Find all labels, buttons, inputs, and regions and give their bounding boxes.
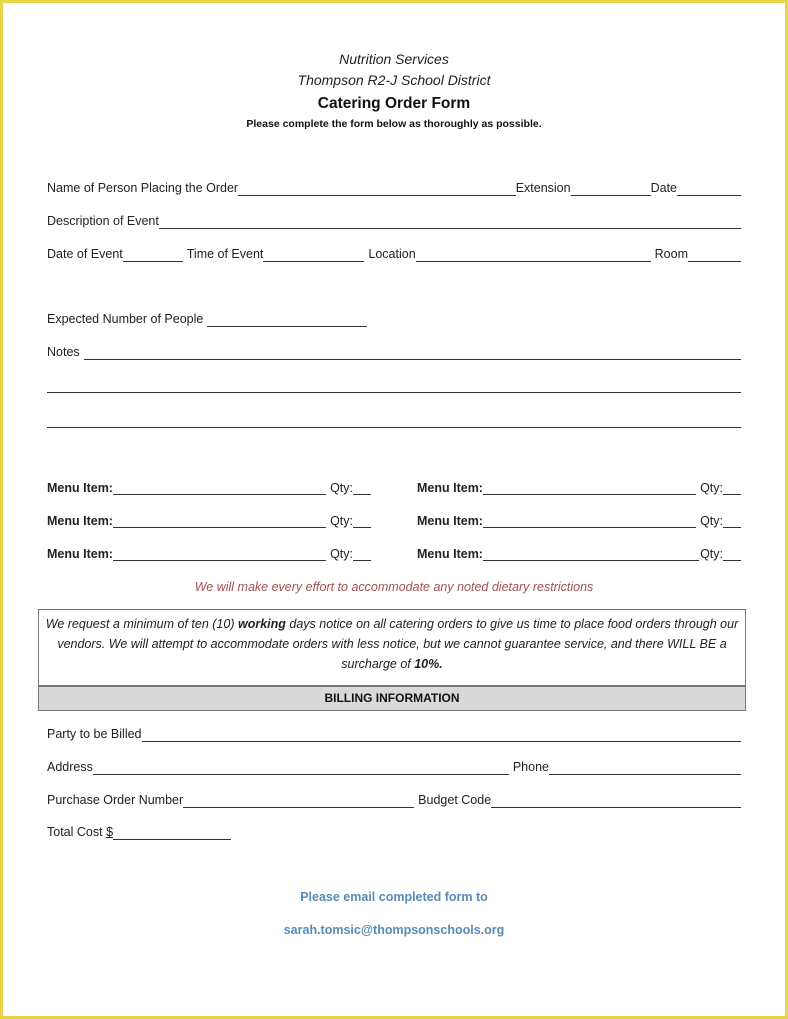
expected-row bbox=[47, 312, 741, 327]
menu-item-field[interactable] bbox=[113, 514, 326, 528]
po-field[interactable] bbox=[183, 794, 414, 808]
event-date-label: Date of Event bbox=[47, 247, 123, 261]
currency-symbol: $ bbox=[106, 825, 114, 839]
description-label: Description of Event bbox=[47, 214, 159, 228]
qty-field[interactable] bbox=[723, 547, 741, 561]
room-field[interactable] bbox=[688, 248, 741, 262]
qty-label: Qty: bbox=[700, 547, 723, 561]
billing-heading: BILLING INFORMATION bbox=[38, 686, 746, 711]
person-field[interactable] bbox=[238, 182, 516, 196]
notice-emphasis: working bbox=[237, 617, 286, 631]
qty-label: Qty: bbox=[330, 514, 353, 528]
qty-field[interactable] bbox=[723, 481, 741, 495]
event-details-row bbox=[47, 247, 741, 262]
room-label: Room bbox=[654, 247, 688, 261]
description-field[interactable] bbox=[159, 215, 741, 229]
address-row bbox=[47, 760, 741, 775]
menu-item-field[interactable] bbox=[483, 481, 696, 495]
menu-item-row bbox=[47, 514, 371, 528]
notice-text: days notice on all catering orders to give us time to place food orders through our vendors. We will attempt to accommodate orders with less notice, but we cannot guarantee service, and there WILL BE a surcharge of bbox=[57, 617, 739, 671]
email-link[interactable]: sarah.tomsic@thompsonschools.org bbox=[283, 923, 505, 937]
time-field[interactable] bbox=[263, 248, 364, 262]
qty-field[interactable] bbox=[353, 514, 371, 528]
qty-label: Qty: bbox=[330, 547, 353, 561]
notes-field[interactable] bbox=[84, 346, 741, 360]
location-field[interactable] bbox=[416, 248, 651, 262]
menu-item-label: Menu Item: bbox=[47, 514, 113, 528]
total-label: Total Cost bbox=[47, 825, 107, 839]
form-instructions: Please complete the form below as thoroughly as possible. bbox=[246, 118, 542, 130]
description-row bbox=[47, 214, 741, 229]
po-label: Purchase Order Number bbox=[47, 793, 184, 807]
extension-label: Extension bbox=[515, 181, 571, 195]
menu-item-row bbox=[47, 547, 371, 561]
time-label: Time of Event bbox=[186, 247, 264, 261]
party-label: Party to be Billed bbox=[47, 727, 142, 741]
date-field[interactable] bbox=[677, 182, 741, 196]
menu-item-label: Menu Item: bbox=[47, 481, 113, 495]
form-header bbox=[3, 49, 785, 130]
notes-line-2[interactable] bbox=[47, 392, 741, 393]
total-row bbox=[47, 825, 741, 840]
form-title: Catering Order Form bbox=[317, 95, 471, 112]
party-row bbox=[47, 727, 741, 742]
qty-label: Qty: bbox=[700, 514, 723, 528]
email-prompt: Please email completed form to bbox=[300, 890, 488, 904]
notes-label: Notes bbox=[47, 345, 80, 359]
qty-field[interactable] bbox=[353, 547, 371, 561]
department-name: Nutrition Services bbox=[339, 51, 449, 67]
menu-item-field[interactable] bbox=[483, 514, 696, 528]
address-label: Address bbox=[47, 760, 93, 774]
notice-surcharge: 10%. bbox=[414, 657, 443, 671]
person-row bbox=[47, 181, 741, 196]
qty-field[interactable] bbox=[353, 481, 371, 495]
date-label: Date bbox=[650, 181, 677, 195]
menu-item-field[interactable] bbox=[113, 481, 326, 495]
event-date-field[interactable] bbox=[123, 248, 183, 262]
menu-item-row bbox=[417, 514, 741, 528]
menu-item-row bbox=[417, 481, 741, 495]
menu-item-field[interactable] bbox=[483, 547, 699, 561]
person-label: Name of Person Placing the Order bbox=[47, 181, 239, 195]
total-field[interactable] bbox=[113, 826, 231, 840]
qty-label: Qty: bbox=[700, 481, 723, 495]
po-row bbox=[47, 793, 741, 808]
menu-item-field[interactable] bbox=[113, 547, 326, 561]
menu-item-label: Menu Item: bbox=[47, 547, 113, 561]
budget-field[interactable] bbox=[491, 794, 741, 808]
menu-item-row bbox=[47, 481, 371, 495]
menu-item-label: Menu Item: bbox=[417, 514, 483, 528]
menu-item-label: Menu Item: bbox=[417, 481, 483, 495]
phone-label: Phone bbox=[512, 760, 549, 774]
address-field[interactable] bbox=[93, 761, 509, 775]
qty-field[interactable] bbox=[723, 514, 741, 528]
location-label: Location bbox=[368, 247, 416, 261]
budget-label: Budget Code bbox=[418, 793, 492, 807]
expected-field[interactable] bbox=[207, 313, 367, 327]
expected-label: Expected Number of People bbox=[47, 312, 204, 326]
dietary-note: We will make every effort to accommodate any noted dietary restrictions bbox=[194, 580, 594, 594]
party-field[interactable] bbox=[142, 728, 742, 742]
district-name: Thompson R2-J School District bbox=[297, 72, 491, 88]
notice-box bbox=[38, 609, 746, 686]
extension-field[interactable] bbox=[571, 182, 651, 196]
notes-row bbox=[47, 345, 741, 360]
notes-line-3[interactable] bbox=[47, 427, 741, 428]
qty-label: Qty: bbox=[330, 481, 353, 495]
notice-text: We request a minimum of ten (10) bbox=[45, 617, 238, 631]
menu-item-label: Menu Item: bbox=[417, 547, 483, 561]
menu-item-row bbox=[417, 547, 741, 561]
phone-field[interactable] bbox=[549, 761, 741, 775]
